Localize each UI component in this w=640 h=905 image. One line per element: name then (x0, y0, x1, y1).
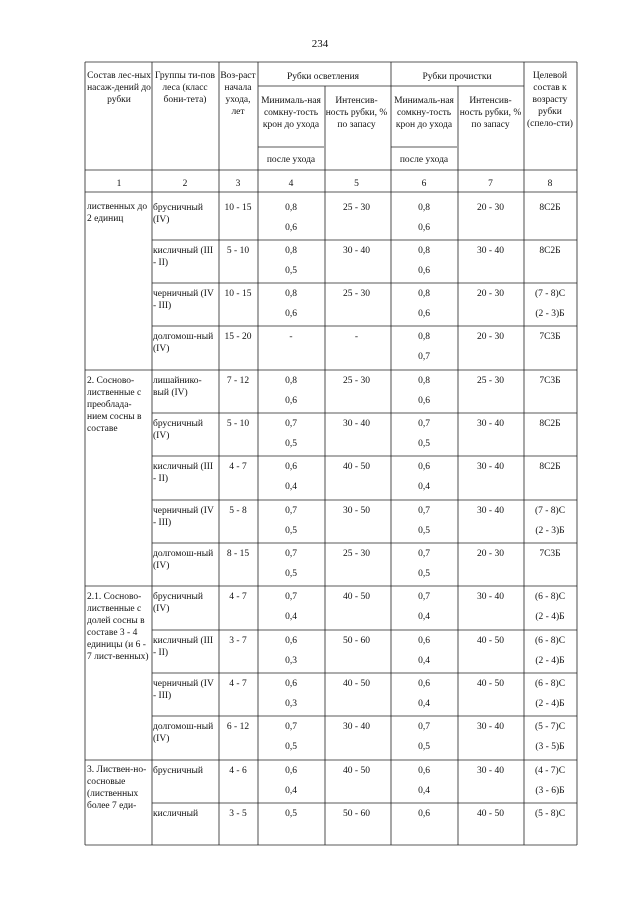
pro-after-care-cell: 0,6 (418, 396, 430, 406)
start-age-cell: 3 - 5 (229, 809, 247, 819)
pro-after-care-cell: 0,6 (418, 266, 430, 276)
osv-min-density-cell: 0,7 (285, 592, 297, 602)
pro-min-density-cell: 0,6 (418, 679, 430, 689)
pro-after-care-cell: 0,4 (418, 699, 430, 709)
forest-type-cell: брусничный (153, 766, 203, 776)
osv-after-care-cell: 0,6 (285, 309, 297, 319)
target-composition-cell: (2 - 4)Б (535, 612, 565, 622)
pro-min-density-cell: 0,6 (418, 809, 430, 819)
pro-intensity-cell: 30 - 40 (477, 766, 504, 776)
osv-intensity-cell: 50 - 60 (343, 636, 370, 646)
pro-min-density-cell: 0,8 (418, 246, 430, 256)
osv-min-density-cell: 0,5 (285, 809, 297, 819)
start-age-cell: 10 - 15 (224, 203, 252, 213)
pro-intensity-cell: 30 - 40 (477, 592, 504, 602)
target-composition-cell: 8С2Б (539, 462, 561, 472)
target-composition-cell: 8С2Б (539, 419, 561, 429)
osv-intensity-cell: 30 - 40 (343, 246, 370, 256)
pro-after-care-cell: 0,5 (418, 439, 430, 449)
osv-min-density-cell: 0,7 (285, 506, 297, 516)
group-label: 2.1. Сосново-лиственные с долей сосны в составе 3 - 4 единицы (и 6 - 7 лист-венных) (87, 592, 149, 662)
osv-min-density-cell: 0,7 (285, 549, 297, 559)
header-osv-after-care: после ухода (266, 155, 316, 165)
start-age-cell: 4 - 7 (229, 462, 247, 472)
header-pro-after-care: после ухода (399, 155, 449, 165)
col-number: 5 (354, 179, 359, 189)
target-composition-cell: (6 - 8)С (534, 679, 566, 689)
pro-min-density-cell: 0,8 (418, 376, 430, 386)
osv-after-care-cell: 0,5 (285, 266, 297, 276)
group-label: 2. Сосново-лиственные с преоблада-нием сосны в составе (87, 376, 142, 434)
pro-min-density-cell: 0,7 (418, 722, 430, 732)
osv-intensity-cell: 50 - 60 (343, 809, 370, 819)
osv-min-density-cell: 0,6 (285, 636, 297, 646)
target-composition-cell: (5 - 8)С (534, 809, 566, 819)
osv-after-care-cell: 0,6 (285, 396, 297, 406)
osv-intensity-cell: 25 - 30 (343, 203, 370, 213)
pro-min-density-cell: 0,6 (418, 766, 430, 776)
osv-after-care-cell: 0,5 (285, 742, 297, 752)
osv-intensity-cell: 40 - 50 (343, 766, 370, 776)
forest-type-cell: брусничный (IV) (153, 419, 203, 441)
pro-after-care-cell: 0,5 (418, 742, 430, 752)
osv-after-care-cell: 0,4 (285, 482, 297, 492)
col-number: 1 (116, 179, 122, 189)
header-start-age: Воз-раст начала ухода, лет (220, 71, 256, 117)
osv-intensity-cell: 40 - 50 (343, 679, 370, 689)
pro-intensity-cell: 30 - 40 (477, 462, 504, 472)
forest-type-cell: долгомош-ный (IV) (153, 549, 214, 571)
target-composition-cell: 8С2Б (539, 203, 561, 213)
start-age-cell: 4 - 7 (229, 592, 247, 602)
header-osvetlenie: Рубки осветления (286, 72, 360, 82)
target-composition-cell: (2 - 3)Б (535, 526, 565, 536)
start-age-cell: 8 - 15 (226, 549, 250, 559)
osv-intensity-cell: 40 - 50 (343, 462, 370, 472)
pro-after-care-cell: 0,4 (418, 612, 430, 622)
col-number: 6 (421, 179, 427, 189)
start-age-cell: 3 - 7 (229, 636, 247, 646)
forest-type-cell: черничный (IV - III) (153, 679, 214, 701)
col-number: 2 (182, 179, 188, 189)
target-composition-cell: (7 - 8)С (534, 506, 566, 516)
osv-intensity-cell: 30 - 40 (343, 419, 370, 429)
pro-intensity-cell: 30 - 40 (477, 246, 504, 256)
pro-min-density-cell: 0,7 (418, 549, 430, 559)
header-osv-intensity: Интенсив-ность рубки, % по запасу (325, 96, 388, 130)
pro-after-care-cell: 0,4 (418, 482, 430, 492)
forest-type-cell: лишайнико-вый (IV) (153, 376, 202, 398)
pro-min-density-cell: 0,6 (418, 462, 430, 472)
start-age-cell: 5 - 10 (226, 419, 250, 429)
pro-intensity-cell: 30 - 40 (477, 419, 504, 429)
forest-type-cell: черничный (IV - III) (153, 506, 214, 528)
pro-intensity-cell: 20 - 30 (477, 332, 504, 342)
target-composition-cell: (5 - 7)С (534, 722, 566, 732)
pro-intensity-cell: 40 - 50 (477, 679, 504, 689)
forest-type-cell: кисличный (III - II) (153, 246, 214, 268)
osv-after-care-cell: 0,4 (285, 612, 297, 622)
forest-type-cell: брусничный (IV) (153, 203, 203, 225)
start-age-cell: 7 - 12 (226, 376, 250, 386)
pro-after-care-cell: 0,4 (418, 786, 430, 796)
header-osv-min-density: Минималь-ная сомкну-тость крон до ухода (261, 96, 321, 130)
target-composition-cell: (4 - 7)С (534, 766, 566, 776)
osv-after-care-cell: 0,6 (285, 223, 297, 233)
osv-intensity-cell: - (354, 332, 359, 342)
group-label: лиственных до 2 единиц (87, 202, 148, 224)
osv-min-density-cell: 0,6 (285, 462, 297, 472)
osv-after-care-cell: 0,3 (285, 656, 297, 666)
pro-after-care-cell: 0,5 (418, 569, 430, 579)
osv-after-care-cell: 0,5 (285, 569, 297, 579)
target-composition-cell: (2 - 4)Б (535, 699, 565, 709)
pro-intensity-cell: 20 - 30 (477, 289, 504, 299)
forest-type-cell: долгомош-ный (IV) (153, 332, 214, 354)
pro-intensity-cell: 20 - 30 (477, 203, 504, 213)
start-age-cell: 4 - 7 (229, 679, 247, 689)
target-composition-cell: (2 - 4)Б (535, 656, 565, 666)
header-pro-intensity: Интенсив-ность рубки, % по запасу (459, 96, 522, 130)
col-number: 3 (235, 179, 241, 189)
col-number: 8 (547, 179, 553, 189)
osv-after-care-cell: 0,5 (285, 439, 297, 449)
pro-after-care-cell: 0,5 (418, 526, 430, 536)
pro-intensity-cell: 30 - 40 (477, 722, 504, 732)
header-composition: Состав лес-ных насаж-дений до рубки (87, 71, 151, 105)
pro-intensity-cell: 20 - 30 (477, 549, 504, 559)
osv-min-density-cell: 0,8 (285, 376, 297, 386)
start-age-cell: 4 - 6 (229, 766, 247, 776)
osv-min-density-cell: - (289, 332, 293, 342)
col-number: 4 (288, 179, 294, 189)
osv-min-density-cell: 0,8 (285, 246, 297, 256)
target-composition-cell: (3 - 6)Б (535, 786, 565, 796)
target-composition-cell: 7С3Б (539, 376, 561, 386)
osv-min-density-cell: 0,8 (285, 203, 297, 213)
osv-min-density-cell: 0,6 (285, 766, 297, 776)
pro-intensity-cell: 25 - 30 (477, 376, 504, 386)
target-composition-cell: (2 - 3)Б (535, 309, 565, 319)
forest-type-cell: кисличный (III - II) (153, 636, 214, 658)
osv-intensity-cell: 25 - 30 (343, 549, 370, 559)
forest-type-cell: долгомош-ный (IV) (153, 722, 214, 744)
pro-min-density-cell: 0,7 (418, 506, 430, 516)
start-age-cell: 5 - 8 (229, 506, 247, 516)
header-forest-type: Группы ти-пов леса (класс бони-тета) (155, 71, 215, 105)
pro-intensity-cell: 40 - 50 (477, 636, 504, 646)
osv-min-density-cell: 0,7 (285, 722, 297, 732)
target-composition-cell: (7 - 8)С (534, 289, 566, 299)
forest-type-cell: кисличный (153, 809, 199, 819)
col-number: 7 (488, 179, 493, 189)
pro-min-density-cell: 0,7 (418, 592, 430, 602)
pro-after-care-cell: 0,6 (418, 309, 430, 319)
pro-min-density-cell: 0,8 (418, 203, 430, 213)
group-label: 3. Листвен-но-сосновые (лиственных более 7 еди- (87, 765, 147, 811)
header-prochistka: Рубки прочистки (422, 72, 492, 82)
start-age-cell: 15 - 20 (224, 332, 252, 342)
start-age-cell: 6 - 12 (226, 722, 250, 732)
forest-type-cell: брусничный (IV) (153, 592, 203, 614)
pro-min-density-cell: 0,8 (418, 289, 430, 299)
osv-intensity-cell: 40 - 50 (343, 592, 370, 602)
osv-intensity-cell: 25 - 30 (343, 289, 370, 299)
forest-type-cell: кисличный (III - II) (153, 462, 214, 484)
osv-after-care-cell: 0,5 (285, 526, 297, 536)
target-composition-cell: (6 - 8)С (534, 636, 566, 646)
pro-intensity-cell: 40 - 50 (477, 809, 504, 819)
osv-intensity-cell: 25 - 30 (343, 376, 370, 386)
osv-min-density-cell: 0,7 (285, 419, 297, 429)
pro-after-care-cell: 0,6 (418, 223, 430, 233)
osv-min-density-cell: 0,6 (285, 679, 297, 689)
osv-after-care-cell: 0,4 (285, 786, 297, 796)
pro-after-care-cell: 0,7 (418, 352, 430, 362)
pro-min-density-cell: 0,8 (418, 332, 430, 342)
pro-min-density-cell: 0,6 (418, 636, 430, 646)
osv-min-density-cell: 0,8 (285, 289, 297, 299)
osv-after-care-cell: 0,3 (285, 699, 297, 709)
pro-after-care-cell: 0,4 (418, 656, 430, 666)
target-composition-cell: (3 - 5)Б (535, 742, 565, 752)
header-pro-min-density: Минималь-ная сомкну-тость крон до ухода (394, 96, 454, 130)
target-composition-cell: 7С3Б (539, 332, 561, 342)
page-number: 234 (311, 38, 329, 50)
header-target-composition: Целевой состав к возрасту рубки (спело-сти) (527, 71, 573, 129)
osv-intensity-cell: 30 - 50 (343, 506, 370, 516)
start-age-cell: 10 - 15 (224, 289, 252, 299)
target-composition-cell: 7С3Б (539, 549, 561, 559)
pro-min-density-cell: 0,7 (418, 419, 430, 429)
start-age-cell: 5 - 10 (226, 246, 250, 256)
forest-type-cell: черничный (IV - III) (153, 289, 214, 311)
pro-intensity-cell: 30 - 40 (477, 506, 504, 516)
target-composition-cell: (6 - 8)С (534, 592, 566, 602)
osv-intensity-cell: 30 - 40 (343, 722, 370, 732)
target-composition-cell: 8С2Б (539, 246, 561, 256)
